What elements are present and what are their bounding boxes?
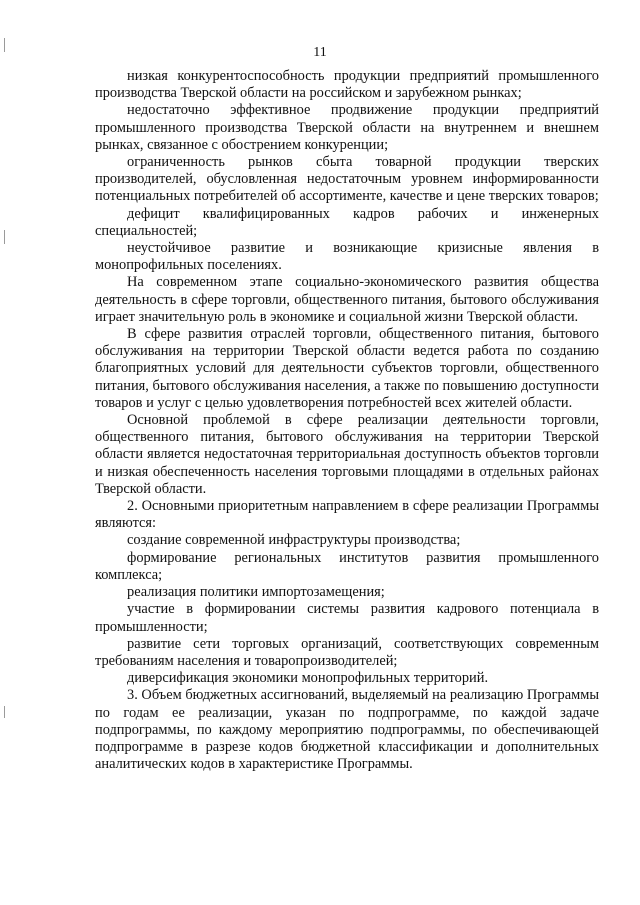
paragraph-8: Основной проблемой в сфере реализации деятельности торговли, общественного питания, бытового обслуживания на территории Тверской области является недостаточная территориальная доступность объектов торговли и низкая обеспеченность населения торговыми площадями в отдельных районах Тверской области.	[95, 412, 599, 497]
paragraph-11: формирование региональных институтов развития промышленного комплекса;	[95, 549, 599, 583]
scan-margin-mark	[4, 230, 5, 244]
paragraph-10: создание современной инфраструктуры производства;	[127, 532, 461, 549]
paragraph-5: неустойчивое развитие и возникающие кризисные явления в монопрофильных поселениях.	[95, 240, 599, 274]
paragraph-12: реализация политики импортозамещения;	[127, 584, 385, 601]
paragraph-14: развитие сети торговых организаций, соответствующих современным требованиям населения и товаропроизводителей;	[95, 635, 599, 669]
paragraph-16: 3. Объем бюджетных ассигнований, выделяемый на реализацию Программы по годам ее реализации, указан по подпрограмме, по каждой задаче подпрограммы, по каждому мероприятию подпрограммы, по обеспечивающей подпрограмме в разрезе кодов бюджетной классификации и дополнительных аналитических кодов в характеристике Программы.	[95, 687, 599, 773]
paragraph-9: 2. Основными приоритетным направлением в сфере реализации Программы являются:	[95, 498, 599, 532]
page-number: 11	[313, 45, 327, 60]
paragraph-4: дефицит квалифицированных кадров рабочих и инженерных специальностей;	[95, 205, 599, 239]
paragraph-1: низкая конкурентоспособность продукции предприятий промышленного производства Тверской области на российском и зарубежном рынках;	[95, 68, 599, 102]
paragraph-2: недостаточно эффективное продвижение продукции предприятий промышленного производства Тверской области на внутреннем и внешнем рынках, связанное с обострением конкуренции;	[95, 102, 599, 153]
scan-margin-mark	[4, 706, 5, 718]
paragraph-13: участие в формировании системы развития кадрового потенциала в промышленности;	[95, 601, 599, 635]
paragraph-15: диверсификация экономики монопрофильных территорий.	[127, 670, 489, 687]
paragraph-6: На современном этапе социально-экономического развития общества деятельность в сфере торговли, общественного питания, бытового обслуживания играет значительную роль в экономике и социальной жизни Тверской области.	[95, 274, 599, 325]
paragraph-3: ограниченность рынков сбыта товарной продукции тверских производителей, обусловленная недостаточным уровнем информированности потенциальных потребителей об ассортименте, качестве и цене тверских товаров;	[95, 154, 599, 205]
paragraph-7: В сфере развития отраслей торговли, общественного питания, бытового обслуживания на территории Тверской области ведется работа по созданию благоприятных условий для деятельности субъектов торговли, общественного питания, бытового обслуживания населения, а также по повышению доступности товаров и услуг с целью удовлетворения потребностей всех жителей области.	[95, 326, 599, 411]
document-body	[95, 68, 599, 773]
